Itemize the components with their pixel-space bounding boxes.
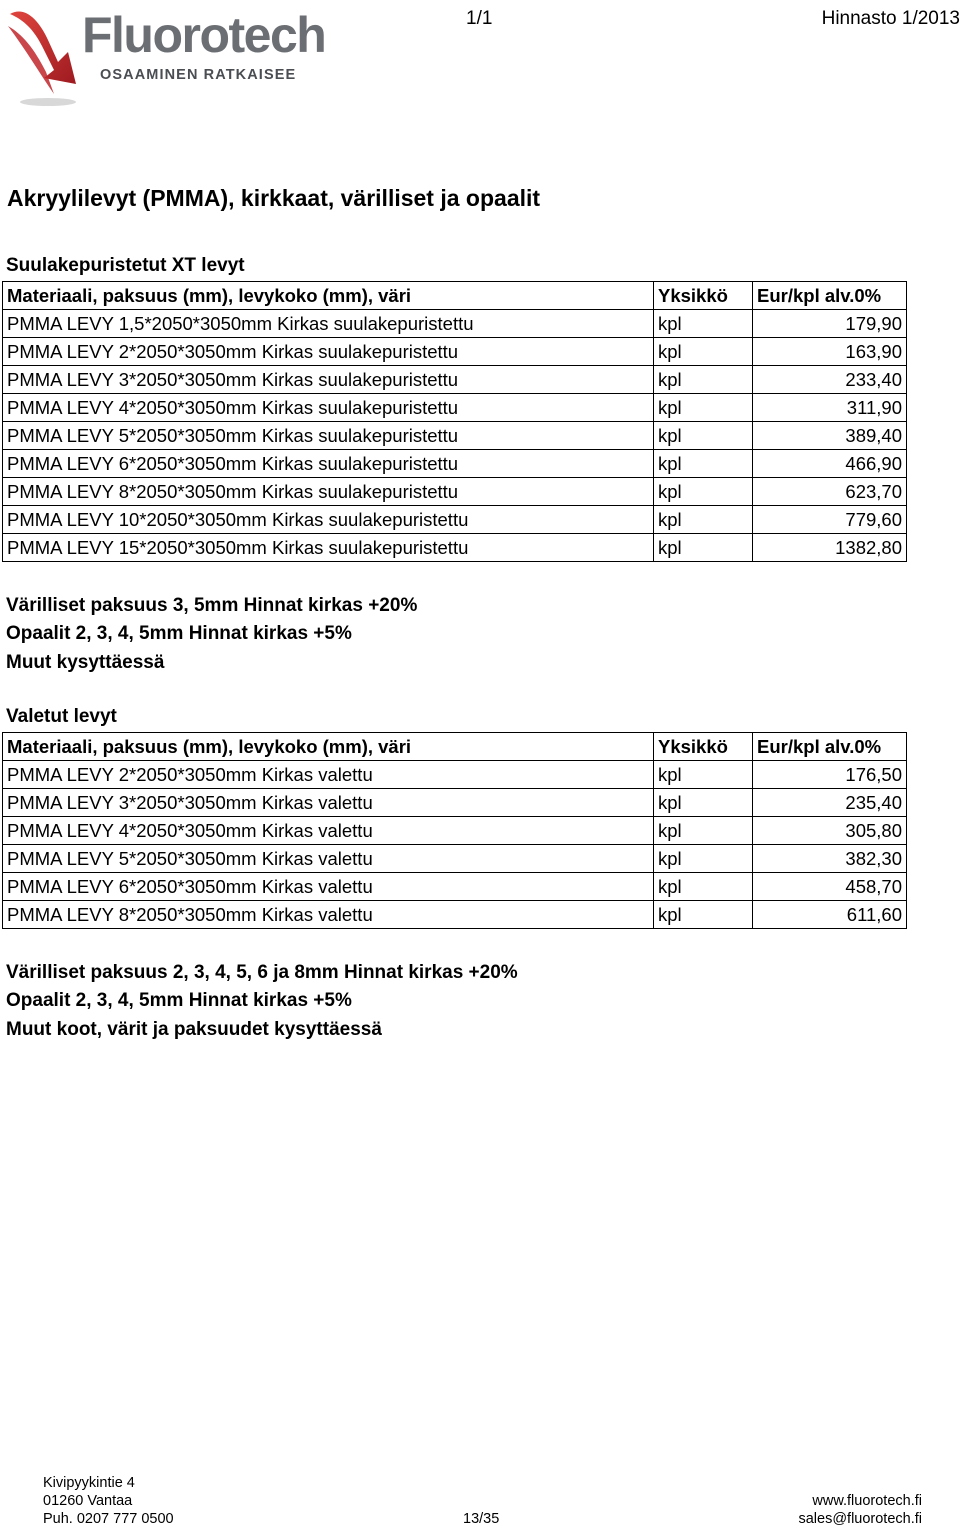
table-row xyxy=(3,873,907,901)
column-header-price: Eur/kpl alv.0% xyxy=(753,733,907,761)
unit-cell: kpl xyxy=(654,478,753,506)
unit-cell: kpl xyxy=(654,310,753,338)
note-line: Muut koot, värit ja paksuudet kysyttäessä xyxy=(6,1018,382,1040)
table-row xyxy=(3,506,907,534)
product-name-cell: PMMA LEVY 6*2050*3050mm Kirkas valettu xyxy=(3,873,654,901)
product-name-cell: PMMA LEVY 2*2050*3050mm Kirkas valettu xyxy=(3,761,654,789)
table-row xyxy=(3,366,907,394)
price-cell: 382,30 xyxy=(753,845,907,873)
table-row xyxy=(3,310,907,338)
price-cell: 623,70 xyxy=(753,478,907,506)
column-header-material: Materiaali, paksuus (mm), levykoko (mm), väri xyxy=(3,733,654,761)
product-name-cell: PMMA LEVY 3*2050*3050mm Kirkas suulakepuristettu xyxy=(3,366,654,394)
footer-city: 01260 Vantaa xyxy=(43,1493,133,1509)
unit-cell: kpl xyxy=(654,761,753,789)
extruded-notes xyxy=(6,592,417,677)
table-row xyxy=(3,338,907,366)
column-header-unit: Yksikkö xyxy=(654,733,753,761)
extruded-price-table xyxy=(2,281,907,562)
document-title: Akryylilevyt (PMMA), kirkkaat, värilliset ja opaalit xyxy=(7,185,541,211)
cast-section-title: Valetut levyt xyxy=(6,706,117,727)
note-line: Opaalit 2, 3, 4, 5mm Hinnat kirkas +5% xyxy=(6,623,352,645)
table-row xyxy=(3,478,907,506)
product-name-cell: PMMA LEVY 8*2050*3050mm Kirkas valettu xyxy=(3,901,654,929)
product-name-cell: PMMA LEVY 1,5*2050*3050mm Kirkas suulakepuristettu xyxy=(3,310,654,338)
unit-cell: kpl xyxy=(654,873,753,901)
footer-email-link[interactable]: sales@fluorotech.fi xyxy=(798,1511,922,1527)
price-cell: 235,40 xyxy=(753,789,907,817)
unit-cell: kpl xyxy=(654,901,753,929)
extruded-table-body xyxy=(3,310,907,562)
price-cell: 458,70 xyxy=(753,873,907,901)
unit-cell: kpl xyxy=(654,338,753,366)
unit-cell: kpl xyxy=(654,845,753,873)
footer-address-block xyxy=(43,1474,174,1528)
extruded-section-title: Suulakepuristetut XT levyt xyxy=(6,255,245,276)
price-cell: 611,60 xyxy=(753,901,907,929)
cast-notes xyxy=(6,959,518,1044)
note-line: Opaalit 2, 3, 4, 5mm Hinnat kirkas +5% xyxy=(6,990,352,1012)
cast-table-body xyxy=(3,761,907,929)
product-name-cell: PMMA LEVY 2*2050*3050mm Kirkas suulakepuristettu xyxy=(3,338,654,366)
price-list-label: Hinnasto 1/2013 xyxy=(821,8,960,29)
column-header-price: Eur/kpl alv.0% xyxy=(753,282,907,310)
unit-cell: kpl xyxy=(654,422,753,450)
cast-price-table xyxy=(2,732,907,929)
table-row xyxy=(3,789,907,817)
table-header-row xyxy=(3,733,907,761)
footer-address: Kivipyykintie 4 xyxy=(43,1475,135,1491)
footer-phone: Puh. 0207 777 0500 xyxy=(43,1511,174,1527)
table-row xyxy=(3,761,907,789)
company-logo xyxy=(4,4,334,108)
table-row xyxy=(3,817,907,845)
table-row xyxy=(3,422,907,450)
logo-swoosh-icon xyxy=(4,4,84,108)
note-line: Värilliset paksuus 3, 5mm Hinnat kirkas +20% xyxy=(6,595,418,616)
price-cell: 305,80 xyxy=(753,817,907,845)
product-name-cell: PMMA LEVY 4*2050*3050mm Kirkas valettu xyxy=(3,817,654,845)
column-header-material: Materiaali, paksuus (mm), levykoko (mm), väri xyxy=(3,282,654,310)
product-name-cell: PMMA LEVY 5*2050*3050mm Kirkas valettu xyxy=(3,845,654,873)
table-row xyxy=(3,845,907,873)
table-row xyxy=(3,534,907,562)
unit-cell: kpl xyxy=(654,817,753,845)
price-cell: 311,90 xyxy=(753,394,907,422)
price-cell: 466,90 xyxy=(753,450,907,478)
price-cell: 163,90 xyxy=(753,338,907,366)
product-name-cell: PMMA LEVY 8*2050*3050mm Kirkas suulakepuristettu xyxy=(3,478,654,506)
price-cell: 179,90 xyxy=(753,310,907,338)
table-header-row xyxy=(3,282,907,310)
product-name-cell: PMMA LEVY 4*2050*3050mm Kirkas suulakepuristettu xyxy=(3,394,654,422)
note-line: Muut kysyttäessä xyxy=(6,651,165,673)
footer-website-link[interactable]: www.fluorotech.fi xyxy=(812,1493,922,1509)
price-cell: 233,40 xyxy=(753,366,907,394)
product-name-cell: PMMA LEVY 3*2050*3050mm Kirkas valettu xyxy=(3,789,654,817)
product-name-cell: PMMA LEVY 15*2050*3050mm Kirkas suulakepuristettu xyxy=(3,534,654,562)
logo-tagline: OSAAMINEN RATKAISEE xyxy=(100,67,297,83)
price-cell: 176,50 xyxy=(753,761,907,789)
unit-cell: kpl xyxy=(654,366,753,394)
note-line: Värilliset paksuus 2, 3, 4, 5, 6 ja 8mm Hinnat kirkas +20% xyxy=(6,962,518,983)
price-cell: 1382,80 xyxy=(753,534,907,562)
unit-cell: kpl xyxy=(654,534,753,562)
unit-cell: kpl xyxy=(654,450,753,478)
column-header-unit: Yksikkö xyxy=(654,282,753,310)
table-row xyxy=(3,450,907,478)
table-row xyxy=(3,394,907,422)
unit-cell: kpl xyxy=(654,789,753,817)
product-name-cell: PMMA LEVY 6*2050*3050mm Kirkas suulakepuristettu xyxy=(3,450,654,478)
product-name-cell: PMMA LEVY 5*2050*3050mm Kirkas suulakepuristettu xyxy=(3,422,654,450)
logo-wordmark: Fluorotech xyxy=(82,7,326,63)
footer-page-number: 13/35 xyxy=(463,1511,500,1527)
page-indicator: 1/1 xyxy=(466,8,493,29)
price-cell: 389,40 xyxy=(753,422,907,450)
table-row xyxy=(3,901,907,929)
unit-cell: kpl xyxy=(654,394,753,422)
footer-contact-block xyxy=(798,1492,922,1528)
price-cell: 779,60 xyxy=(753,506,907,534)
unit-cell: kpl xyxy=(654,506,753,534)
product-name-cell: PMMA LEVY 10*2050*3050mm Kirkas suulakepuristettu xyxy=(3,506,654,534)
